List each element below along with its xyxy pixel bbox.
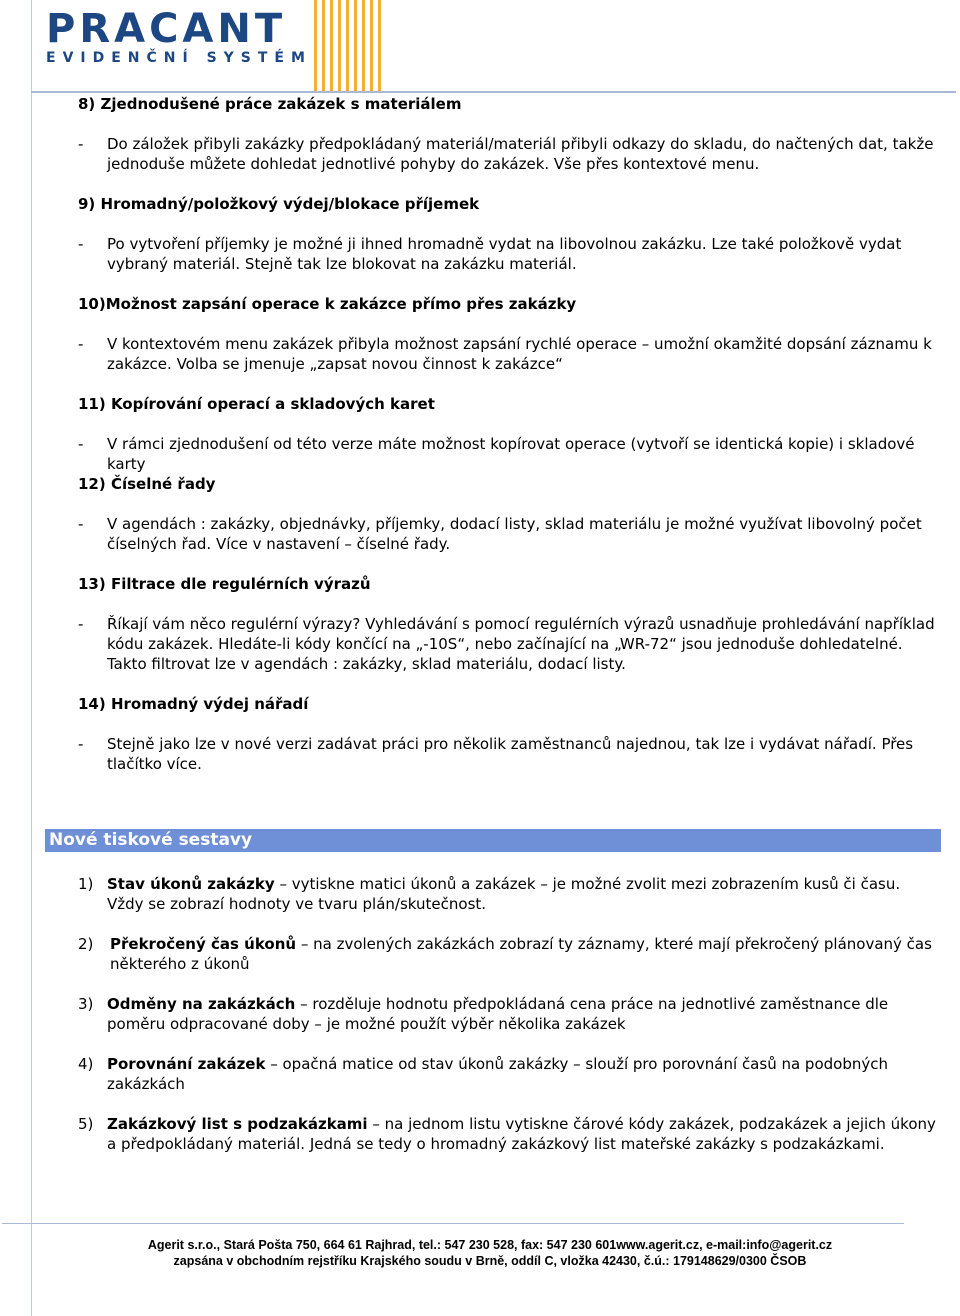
bullet-dash: - — [78, 435, 84, 453]
print-item-title: Odměny na zakázkách — [107, 995, 296, 1013]
heading-section-8: 8) Zjednodušené práce zakázek s materiálem — [78, 95, 462, 113]
bullet-section-14 — [78, 734, 938, 774]
bullet-dash: - — [78, 515, 84, 533]
bullet-dash: - — [78, 235, 84, 253]
bullet-text: Říkají vám něco regulérní výrazy? Vyhledávání s pomocí regulérních výrazů usnadňuje prohledávání například kódu zakázek. Hledáte-li kódy končící na „-10S“, nebo začínající na „WR-72“ jsou jednoduše dohledatelné. Takto filtrovat lze v agendách : zakázky, sklad materiálu, dodací listy. — [107, 615, 935, 673]
print-item-5 — [78, 1114, 938, 1154]
bullet-section-10 — [78, 334, 938, 374]
logo-wordmark: PRACANT — [46, 6, 287, 52]
print-item-text: – na zvolených zakázkách zobrazí ty záznamy, které mají překročený plánovaný čas některého z úkonů — [110, 935, 932, 973]
bullet-section-11 — [78, 434, 938, 474]
heading-section-14: 14) Hromadný výdej nářadí — [78, 695, 309, 713]
print-item-4 — [78, 1054, 938, 1094]
logo — [46, 8, 312, 66]
bullet-section-9 — [78, 234, 938, 274]
footer — [110, 1237, 870, 1269]
print-item-text: – rozděluje hodnotu předpokládaná cena práce na jednotlivé zaměstnance dle poměru odpracované doby – je možné použít výběr několika zakázek — [107, 995, 889, 1033]
print-item-1 — [78, 874, 938, 914]
print-item-number: 1) — [78, 875, 94, 893]
left-margin-rule — [31, 0, 32, 1316]
header-rule — [31, 91, 956, 93]
bullet-text: Do záložek přibyli zakázky předpokládaný materiál/materiál přibyli odkazy do skladu, do načtených dat, takže jednoduše můžete dohledat jednotlivé pohyby do zakázek. Vše přes kontextové menu. — [107, 135, 934, 173]
logo-tagline: EVIDENČNÍ SYSTÉM — [46, 50, 312, 66]
heading-section-9: 9) Hromadný/položkový výdej/blokace příjemek — [78, 195, 480, 213]
heading-section-13: 13) Filtrace dle regulérních výrazů — [78, 575, 371, 593]
print-item-text: – na jednom listu vytiskne čárové kódy zakázek, podzakázek a jejich úkony a předpokládaný materiál. Jedná se tedy o hromadný zakázkový list mateřské zakázky s podzakázkami. — [107, 1115, 936, 1153]
bullet-text: Po vytvoření příjemky je možné ji ihned hromadně vydat na libovolnou zakázku. Lze také položkově vydat vybraný materiál. Stejně tak lze blokovat na zakázku materiál. — [107, 235, 902, 273]
bullet-dash: - — [78, 135, 84, 153]
print-item-number: 3) — [78, 995, 94, 1013]
print-item-3 — [78, 994, 938, 1034]
logo-stripes-graphic — [300, 0, 390, 92]
bullet-dash: - — [78, 335, 84, 353]
section-heading-print-reports: Nové tiskové sestavy — [45, 829, 941, 852]
heading-section-10: 10)Možnost zapsání operace k zakázce přímo přes zakázky — [78, 295, 577, 313]
print-item-title: Překročený čas úkonů — [110, 935, 297, 953]
bullet-dash: - — [78, 615, 84, 633]
bullet-section-12 — [78, 514, 938, 554]
print-item-text: – opačná matice od stav úkonů zakázky – slouží pro porovnání časů na podobných zakázkách — [107, 1055, 888, 1093]
heading-section-11: 11) Kopírování operací a skladových karet — [78, 395, 435, 413]
print-item-number: 2) — [78, 935, 94, 953]
print-item-2 — [78, 934, 938, 974]
footer-rule — [2, 1223, 904, 1224]
bullet-section-13 — [78, 614, 938, 674]
bullet-text: V rámci zjednodušení od této verze máte možnost kopírovat operace (vytvoří se identická kopie) i skladové karty — [107, 435, 915, 473]
footer-registry-line: zapsána v obchodním rejstříku Krajského soudu v Brně, oddíl C, vložka 42430, č.ú.: 179148629/0300 ČSOB — [173, 1254, 807, 1268]
print-item-number: 5) — [78, 1115, 94, 1133]
print-item-title: Zakázkový list s podzakázkami — [107, 1115, 368, 1133]
print-item-title: Stav úkonů zakázky — [107, 875, 275, 893]
footer-contact-line: Agerit s.r.o., Stará Pošta 750, 664 61 Rajhrad, tel.: 547 230 528, fax: 547 230 601www.agerit.cz, e-mail:info@agerit.cz — [147, 1238, 833, 1252]
bullet-text: V agendách : zakázky, objednávky, příjemky, dodací listy, sklad materiálu je možné využívat libovolný počet číselných řad. Více v nastavení – číselné řady. — [107, 515, 922, 553]
bullet-dash: - — [78, 735, 84, 753]
bullet-text: Stejně jako lze v nové verzi zadávat práci pro několik zaměstnanců najednou, tak lze i vydávat nářadí. Přes tlačítko více. — [107, 735, 914, 773]
print-item-text: – vytiskne matici úkonů a zakázek – je možné zvolit mezi zobrazením kusů či času. Vždy se zobrazí hodnoty ve tvaru plán/skutečnost. — [107, 875, 901, 913]
heading-section-12: 12) Číselné řady — [78, 475, 216, 493]
print-item-title: Porovnání zakázek — [107, 1055, 266, 1073]
print-item-number: 4) — [78, 1055, 94, 1073]
bullet-text: V kontextovém menu zakázek přibyla možnost zapsání rychlé operace – umožní okamžité dopsání záznamu k zakázce. Volba se jmenuje „zapsat novou činnost k zakázce“ — [107, 335, 932, 373]
bullet-section-8 — [78, 134, 938, 174]
